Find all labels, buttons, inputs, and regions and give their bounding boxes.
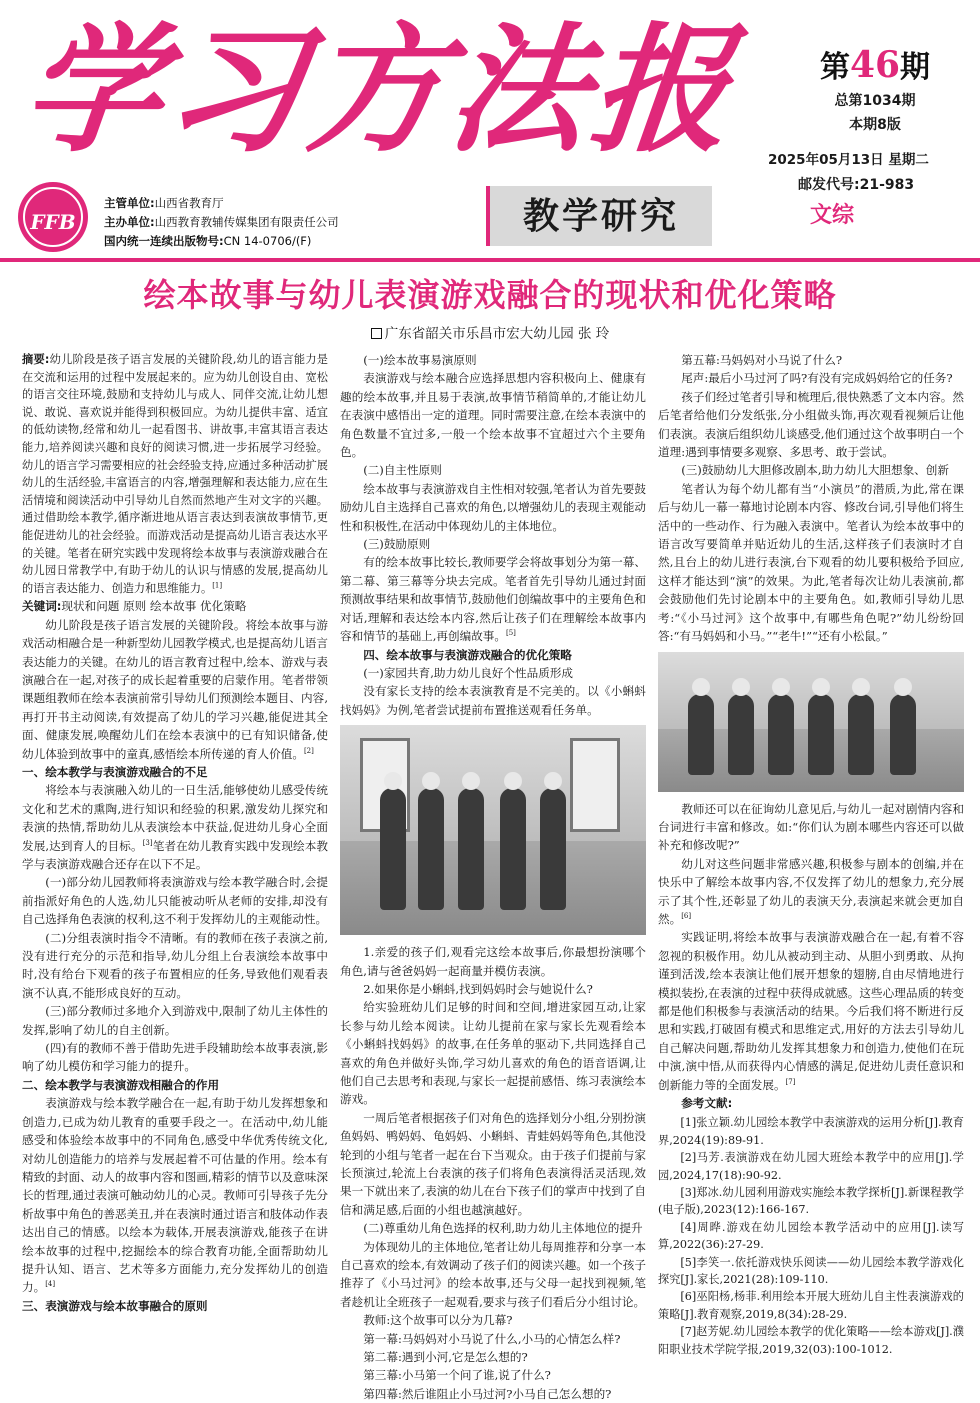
paragraph: 教师还可以在征询幼儿意见后,与幼儿一起对剧情内容和台词进行丰富和修改。如:“你们认为剧本哪些内容还可以做补充和修改呢?” <box>658 801 964 853</box>
paragraph: 为体现幼儿的主体地位,笔者让幼儿每周推荐和分享一本自己喜欢的绘本,有效调动了孩子们的阅读兴趣。如一个孩子推荐了《小马过河》的绘本故事,还与父母一起找到视频,笔者趁机让全班孩子一起观看,要求与孩子们看后分小组讨论。 <box>340 1239 646 1309</box>
article-headline: 绘本故事与幼儿表演游戏融合的现状和优化策略 <box>143 276 837 314</box>
masthead <box>0 0 980 262</box>
section-heading-2: 二、绘本教学与表演游戏相融合的作用 <box>22 1077 220 1092</box>
paragraph: 幼儿对这些问题非常感兴趣,积极参与剧本的创编,并在快乐中了解绘本故事内容,不仅发挥了幼儿的想象力,充分展示了其个性,还彰显了幼儿的表演天分,表演起来就会更加自然。[6] <box>658 856 964 926</box>
paragraph: (三)部分教师过多地介入到游戏中,限制了幼儿主体性的发挥,影响了幼儿的自主创新。 <box>22 1004 328 1037</box>
section-heading-4: 四、绘本故事与表演游戏融合的优化策略 <box>363 647 572 662</box>
references-list <box>658 1114 964 1358</box>
paragraph: 2.如果你是小蝌蚪,找到妈妈时会与她说什么? <box>363 981 593 996</box>
paragraph: 没有家长支持的绘本表演教育是不完美的。以《小蝌蚪找妈妈》为例,笔者尝试提前布置推送观看任务单。 <box>340 684 646 717</box>
paragraph: 第一幕:马妈妈对小马说了什么,小马的心情怎么样? <box>363 1331 621 1346</box>
paragraph: 第四幕:然后谁阻止小马过河?小马自己怎么想的? <box>363 1386 612 1401</box>
issue-info <box>768 42 960 194</box>
keywords: 关键词:现状和问题 原则 绘本故事 优化策略 <box>22 599 247 614</box>
paragraph: 1.亲爱的孩子们,观看完这绘本故事后,你最想扮演哪个角色,请与爸爸妈妈一起商量并模仿表演。 <box>340 945 646 978</box>
paragraph: (二)分组表演时指令不清晰。有的教师在孩子表演之前,没有进行充分的示范和指导,幼儿分组上台表演绘本故事中时,没有给台下观看的孩子布置相应的任务,导致他们观看表演不认真,不能形成良好的互动。 <box>22 930 328 1000</box>
references-heading: 参考文献: <box>681 1096 733 1110</box>
conclusion-paragraph: 实践证明,将绘本故事与表演游戏融合在一起,有着不容忽视的积极作用。幼儿从被动到主动、从胆小到勇敢、从拘谨到活泼,绘本表演让他们展开想象的翅膀,自由尽情地进行模拟装扮,在表演的过程中获得成就感。这些心理品质的转变都是他们积极参与表演活动的结果。今后我们将不断进行反思和实践,打破固有模式和思维定式,用好的方法去引导幼儿自己解决问题,帮助幼儿发挥其想象力和创造力,使他们在玩中演,演中悟,从而获得内心情感的满足,促进幼儿责任意识和创新能力等的全面发展。[7] <box>658 930 964 1092</box>
abstract: 摘要:幼儿阶段是孩子语言发展的关键阶段,幼儿的语言能力是在交流和运用的过程中发展起来的。应为幼儿创设自由、宽松的语言交往环境,鼓励和支持幼儿与成人、同伴交流,让幼儿想说、敢说、喜欢说并能得到积极回应。为幼儿提供丰富、适宜的低幼读物,经常和幼儿一起看图书、讲故事,丰富其语言表达能力,培养阅读兴趣和良好的阅读习惯,进一步拓展学习经验。幼儿的语言学习需要相应的社会经验支持,应通过多种活动扩展幼儿的生活经验,丰富语言的内容,增强理解和表达能力,应在生活情境和阅读活动中引导幼儿自然而然地产生对文字的兴趣。通过借助绘本教学,循序渐进地从语言表达到表演故事情节,更能促进幼儿的社会经验。而游戏活动是提高幼儿语言表达水平的关键。笔者在研究实践中发现将绘本故事与表演游戏融合在幼儿园日常教学中,有助于幼儿的认识与情感的发展,提高幼儿的语言表达能力、创造力和思维能力。[1] <box>22 353 328 595</box>
section-heading-3: 三、表演游戏与绘本故事融合的原则 <box>22 1298 208 1313</box>
subheading: (三)鼓励原则 <box>363 537 431 552</box>
classroom-performance-photo <box>340 725 646 935</box>
article-column-3 <box>658 351 964 1358</box>
reference-item: [3]郑冰.幼儿园利用游戏实施绘本教学探析[J].新课程教学(电子版),2023(12):166-167. <box>658 1186 964 1217</box>
reference-item: [6]巫阳杨,杨菲.利用绘本开展大班幼儿自主性表演游戏的策略[J].教育观察,2019,8(34):28-29. <box>658 1290 964 1321</box>
paragraph: 一周后笔者根据孩子们对角色的选择划分小组,分别扮演鱼妈妈、鸭妈妈、龟妈妈、小蝌蚪、青蛙妈妈等角色,其他没轮到的小组与笔者一起在台下当观众。由于孩子们提前与家长预演过,轮流上台表演的孩子们将角色表演得活灵活现,效果一下就出来了,表演的幼儿在台下孩子们的掌声中找到了自信和满足感,后面的小组也越演越好。 <box>340 1110 646 1217</box>
reference-item: [4]周晔.游戏在幼儿园绘本教学活动中的应用[J].读写算,2022(36):27-29. <box>658 1220 964 1252</box>
publisher-info: 主管单位:山西省教育厅 主办单位:山西教育教辅传媒集团有限责任公司 国内统一连续出版物号:CN 14-0706/(F) <box>104 196 339 248</box>
paragraph: 第二幕:遇到小河,它是怎么想的? <box>363 1350 528 1365</box>
issue-number: 第46期 <box>819 44 931 86</box>
reference-item: [2]马芳.表演游戏在幼儿园大班绘本教学中的应用[J].学园,2024,17(18):90-92. <box>658 1151 964 1182</box>
page-count: 本期8版 <box>849 117 901 133</box>
newspaper-logo-icon: FFB <box>18 182 88 252</box>
article-column-2 <box>340 351 646 1403</box>
paragraph: 第五幕:马妈妈对小马说了什么? <box>681 353 843 367</box>
paragraph: 表演游戏与绘本教学融合在一起,有助于幼儿发挥想象和创造力,已成为幼儿教育的重要手段之一。在活动中,幼儿能感受和体验绘本故事中的不同角色,感受中华优秀传统文化,对幼儿创造能力的培养与发展起着不可估量的作用。绘本有精致的封面、动人的故事内容和图画,精彩的情节以及意味深长的哲理,通过表演可触动幼儿的心灵。教师可引导孩子先分析故事中角色的善恶美丑,并在表演时通过语言和肢体动作表达出自己的情感。以绘本为载体,开展表演游戏,能孩子在讲绘本故事的过程中,挖掘绘本的综合教育功能,全面帮助幼儿提升认知、语言、艺术等多方面能力,充分发挥幼儿的创造力。[4] <box>22 1096 328 1295</box>
reference-item: [7]赵芳妮.幼儿园绘本教学的优化策略——绘本游戏[J].濮阳职业技术学院学报,2019,32(03):100-1012. <box>658 1325 964 1356</box>
newspaper-title: 学习方法报 <box>15 8 743 171</box>
masthead-divider <box>0 258 980 262</box>
total-issue: 总第1034期 <box>834 93 916 109</box>
paragraph: 尾声:最后小马过河了吗?有没有完成妈妈给它的任务? <box>681 371 953 386</box>
paragraph: (四)有的教师不善于借助先进手段辅助绘本故事表演,影响了幼儿模仿和学习能力的提升。 <box>22 1041 328 1074</box>
paragraph: (一)部分幼儿园教师将表演游戏与绘本教学融合时,会提前指派好角色的人选,幼儿只能被动听从老师的安排,却没有自己选择角色表演的权利,这不利于发挥幼儿的主观能动性。 <box>22 875 328 927</box>
paragraph: 绘本故事与表演游戏自主性相对较强,笔者认为首先要鼓励幼儿自主选择自己喜欢的角色,以增强幼儿的表现主观能动性和积极性,在活动中体现幼儿的主体地位。 <box>340 481 646 533</box>
section-label: 教学研究 <box>486 186 712 246</box>
reference-item: [1]张立颖.幼儿园绘本教学中表演游戏的运用分析[J].教育界,2024(19):89-91. <box>658 1116 964 1147</box>
article-byline: 广东省韶关市乐昌市宏大幼儿园 张 玲 <box>0 322 980 342</box>
postal-code: 邮发代号:21-983 <box>798 177 915 193</box>
paragraph: 孩子们经过笔者引导和梳理后,很快熟悉了文本内容。然后笔者给他们分发纸张,分小组做头饰,再次观看视频后让他们表演。表演后组织幼儿谈感受,他们通过这个故事明白一个道理:遇到事情要多观察、多思考、敢于尝试。 <box>658 389 964 460</box>
reference-item: [5]李笑一.依托游戏快乐阅读——幼儿园绘本教学游戏化探究[J].家长,2021(28):109-110. <box>658 1255 964 1287</box>
paragraph: 有的绘本故事比较长,教师要学会将故事划分为第一幕、第二幕、第三幕等分块去完成。笔者首先引导幼儿通过封面预测故事结果和故事情节,鼓励他们创编故事中的主要角色和对话,理解和表达绘本内容,然后让孩子们在理解绘本故事内容和情节的基础上,再创编故事。[5] <box>340 555 646 644</box>
subheading: (一)绘本故事易演原则 <box>363 353 477 367</box>
subheading: (二)尊重幼儿角色选择的权利,助力幼儿主体地位的提升 <box>363 1221 643 1236</box>
section-heading-1: 一、绘本教学与表演游戏融合的不足 <box>22 764 208 779</box>
publish-date: 2025年05月13日 星期二 <box>768 152 929 168</box>
byline-box-icon <box>371 328 382 339</box>
paragraph: 笔者认为每个幼儿都有当“小演员”的潜质,为此,常在课后与幼儿一幕一幕地讨论剧本内容、修改台词,引导他们将生活中的一些动作、行为融入表演中。笔者认为绘本故事中的语言改写要简单并贴近幼儿的生活,这样孩子们表演时才自然,且台上的幼儿进行表演,台下观看的幼儿要积极给予回应,这样才能达到“演”的效果。为此,笔者每次让幼儿表演前,都会鼓励他们先讨论剧本中的主要角色。如,教师引导幼儿思考:“《小马过河》这个故事中,有哪些角色呢?”幼儿纷纷回答:“有马妈妈和小马。”“老牛!”“还有小松鼠。” <box>658 481 964 644</box>
paragraph: 给实验班幼儿们足够的时间和空间,增进家园互动,让家长参与幼儿绘本阅读。让幼儿提前在家与家长先观看绘本《小蝌蚪找妈妈》的故事,在任务单的驱动下,共同选择自己喜欢的角色并做好头饰,学习幼儿喜欢的角色的语音语调,让他们自己去思考和表现,与家长一起提前感悟、练习表演绘本游戏。 <box>340 1000 646 1107</box>
paragraph: 表演游戏与绘本融合应选择思想内容积极向上、健康有趣的绘本故事,并且易于表演,故事情节稍简单的,才能让幼儿在表演中感悟出一定的道理。同时需要注意,在绘本表演中的角色数量不宜过多,一般一个绘本故事不宜超过六个主要角色。 <box>340 371 646 460</box>
column-label: 文综 <box>810 202 855 228</box>
subheading: (一)家园共育,助力幼儿良好个性品质形成 <box>363 665 574 680</box>
subheading: (二)自主性原则 <box>363 463 442 478</box>
paragraph: 将绘本与表演融入幼儿的一日生活,能够使幼儿感受传统文化和艺术的熏陶,进行知识和经验的积累,激发幼儿探究和表演的热情,帮助幼儿从表演绘本中获益,促进幼儿身心全面发展,达到育人的目标。[3]笔者在幼儿教育实践中发现绘本教学与表演游戏融合还存在以下不足。 <box>22 783 328 871</box>
paragraph: 第三幕:小马第一个问了谁,说了什么? <box>363 1368 551 1383</box>
paragraph: 教师:这个故事可以分为几幕? <box>363 1313 513 1328</box>
subheading: (三)鼓励幼儿大胆修改剧本,助力幼儿大胆想象、创新 <box>681 463 949 478</box>
intro-paragraph: 幼儿阶段是孩子语言发展的关键阶段。将绘本故事与游戏活动相融合是一种新型幼儿园教学模式,也是提高幼儿语言表达能力的关键。在幼儿的语言教育过程中,绘本、游戏与表演融合在一起,对孩子的成长起着重要的启蒙作用。笔者带领课题组教师在绘本表演前常引导幼儿们预测绘本题目、内容,再打开书主动阅读,有效提高了幼儿的学习兴趣,能促进其全面、健康发展,唤醒幼儿们在绘本表演中的已有知识储备,使幼儿体验到故事中的童真,感悟绘本所传递的育人价值。[2] <box>22 617 328 761</box>
article-column-1 <box>22 351 328 1315</box>
children-headdress-photo <box>658 652 964 792</box>
